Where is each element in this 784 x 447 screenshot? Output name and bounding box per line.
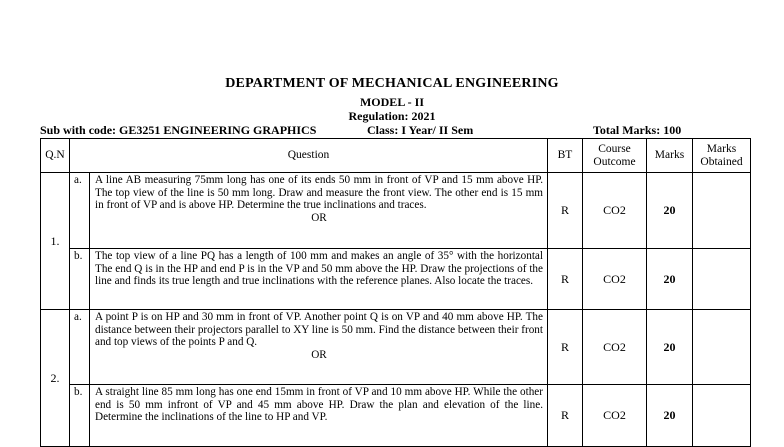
- table-row: [41, 385, 751, 447]
- marks-value: 20: [647, 385, 693, 447]
- bt-level: R: [548, 385, 583, 447]
- table-row: [41, 173, 751, 249]
- part-label: b.: [70, 249, 90, 310]
- or-separator: OR: [311, 211, 327, 224]
- col-header-question: Question: [70, 139, 548, 173]
- total-marks: Total Marks: 100: [593, 123, 682, 137]
- class-info: Class: I Year/ II Sem: [367, 123, 474, 137]
- part-label: b.: [70, 385, 90, 447]
- table-row: [41, 310, 751, 385]
- regulation: Regulation: 2021: [348, 109, 436, 123]
- col-header-course-outcome: Course Outcome: [583, 139, 647, 173]
- col-header-bt: BT: [548, 139, 583, 173]
- course-outcome: CO2: [583, 385, 647, 447]
- marks-value: 20: [647, 173, 693, 249]
- question-text-body: A line AB measuring 75mm long has one of its ends 50 mm in front of VP and 15 mm above HP. The top view of the line is 50 mm long. Draw and measure the front view. The other end is 15 mm in front of VP and is above HP. Determine the true inclinations and traces.: [95, 174, 543, 212]
- marks-value: 20: [647, 310, 693, 385]
- marks-obtained-cell: [693, 310, 751, 385]
- question-text: [90, 310, 548, 385]
- question-text: [90, 173, 548, 249]
- exam-model: MODEL - II: [359, 95, 424, 109]
- bt-level: R: [548, 310, 583, 385]
- or-separator: OR: [311, 348, 327, 361]
- question-table: [40, 138, 751, 447]
- course-outcome: CO2: [583, 310, 647, 385]
- part-label: a.: [70, 173, 90, 249]
- marks-obtained-cell: [693, 385, 751, 447]
- col-header-qn: Q.N: [41, 139, 70, 173]
- course-outcome: CO2: [583, 249, 647, 310]
- department-title: DEPARTMENT OF MECHANICAL ENGINEERING: [225, 76, 559, 91]
- question-number: 1.: [41, 173, 70, 310]
- col-header-marks: Marks: [647, 139, 693, 173]
- part-label: a.: [70, 310, 90, 385]
- question-text: The top view of a line PQ has a length of 100 mm and makes an angle of 35° with the horizontal The end Q is in the HP and end P is in the VP and 50 mm above the HP. Draw the projections of the line and finds its true length and true inclinations with the reference planes. Also locate the traces.: [90, 249, 548, 310]
- question-text: A straight line 85 mm long has one end 15mm in front of VP and 10 mm above HP. While the other end is 50 mm infront of VP and 45 mm above HP. Draw the plan and elevation of the line. Determine the inclinations of the line to HP and VP.: [90, 385, 548, 447]
- course-outcome: CO2: [583, 173, 647, 249]
- marks-obtained-cell: [693, 173, 751, 249]
- col-header-marks-obtained: Marks Obtained: [693, 139, 751, 173]
- subject-code: Sub with code: GE3251 ENGINEERING GRAPHICS: [40, 123, 317, 137]
- question-text-body: A point P is on HP and 30 mm in front of VP. Another point Q is on VP and 40 mm above HP. The distance between their projectors parallel to XY line is 50 mm. Find the distance between their front and top views of the points P and Q.: [95, 311, 543, 349]
- table-row: [41, 249, 751, 310]
- marks-obtained-cell: [693, 249, 751, 310]
- question-number: 2.: [41, 310, 70, 447]
- bt-level: R: [548, 173, 583, 249]
- bt-level: R: [548, 249, 583, 310]
- table-header-row: [41, 139, 751, 173]
- marks-value: 20: [647, 249, 693, 310]
